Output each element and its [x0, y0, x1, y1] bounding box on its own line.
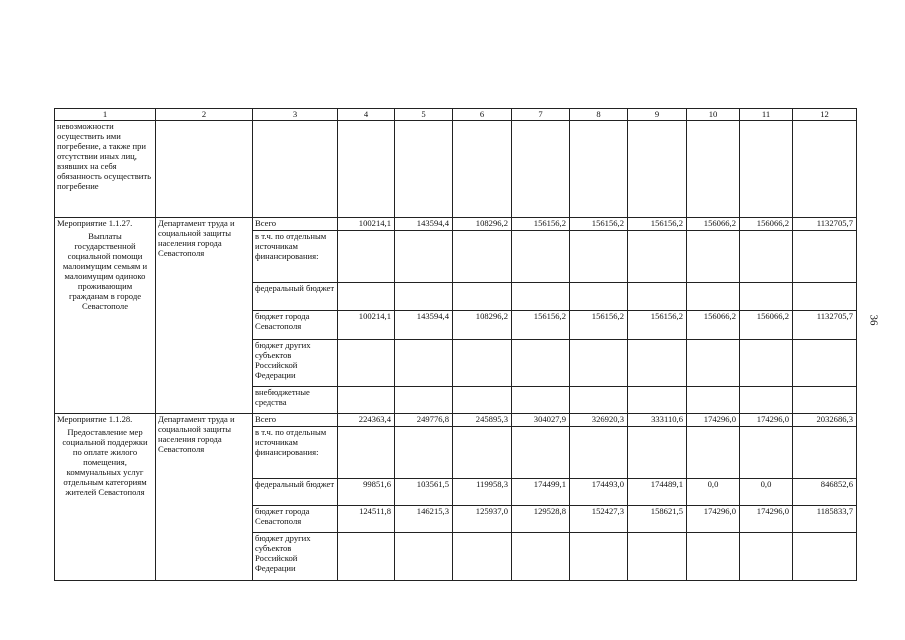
value-cell: [570, 427, 628, 479]
value-cell: 333110,6: [628, 414, 687, 427]
value-cell: 326920,3: [570, 414, 628, 427]
value-cell: [628, 283, 687, 311]
value-cell: [512, 387, 570, 414]
value-cell: 156066,2: [740, 218, 793, 231]
measure-cell: [55, 414, 156, 581]
table-row: [55, 218, 857, 231]
department-cell: Департамент труда и социальной защиты населения города Севастополя: [156, 218, 253, 414]
value-cell: 1132705,7: [793, 218, 857, 231]
value-cell: [687, 231, 740, 283]
value-cell: [628, 533, 687, 581]
value-cell: [687, 340, 740, 387]
value-cell: [740, 231, 793, 283]
table-row: [55, 414, 857, 427]
value-cell: [793, 231, 857, 283]
value-cell: [512, 340, 570, 387]
value-cell: 245895,3: [453, 414, 512, 427]
funding-source-label: федеральный бюджет: [253, 479, 338, 506]
value-cell: 124511,8: [338, 506, 395, 533]
value-cell: 0,0: [687, 479, 740, 506]
value-cell: 174296,0: [687, 414, 740, 427]
budget-table: [54, 108, 857, 581]
page-number: 36: [867, 314, 880, 326]
value-cell: [453, 340, 512, 387]
value-cell: [793, 283, 857, 311]
department-cell: Департамент труда и социальной защиты населения города Севастополя: [156, 414, 253, 581]
value-cell: [453, 427, 512, 479]
column-header: 7: [512, 109, 570, 121]
value-cell: 224363,4: [338, 414, 395, 427]
value-cell: [338, 283, 395, 311]
value-cell: 108296,2: [453, 311, 512, 340]
value-cell: [793, 340, 857, 387]
column-header: 9: [628, 109, 687, 121]
value-cell: 156156,2: [628, 311, 687, 340]
value-cell: 143594,4: [395, 311, 453, 340]
measures-body: [55, 218, 857, 581]
value-cell: [628, 427, 687, 479]
value-cell: 152427,3: [570, 506, 628, 533]
value-cell: [395, 231, 453, 283]
column-header: 1: [55, 109, 156, 121]
value-cell: 1185833,7: [793, 506, 857, 533]
value-cell: 99851,6: [338, 479, 395, 506]
value-cell: [687, 427, 740, 479]
value-cell: [512, 533, 570, 581]
value-cell: [512, 283, 570, 311]
value-cell: [687, 387, 740, 414]
value-cell: [338, 387, 395, 414]
funding-source-label: в т.ч. по отдельным источникам финансирования:: [253, 231, 338, 283]
value-cell: [628, 231, 687, 283]
header-row: [55, 109, 857, 121]
value-cell: 156156,2: [570, 311, 628, 340]
value-cell: [740, 427, 793, 479]
value-cell: 1132705,7: [793, 311, 857, 340]
value-cell: 119958,3: [453, 479, 512, 506]
column-header: 8: [570, 109, 628, 121]
value-cell: 174296,0: [740, 506, 793, 533]
column-header: 6: [453, 109, 512, 121]
measure-description: Предоставление мер социальной поддержки по оплате жилого помещения, коммунальных услуг отдельным категориям жителей Севастополя: [62, 427, 148, 497]
column-header: 10: [687, 109, 740, 121]
value-cell: [687, 533, 740, 581]
funding-source-label: Всего: [253, 414, 338, 427]
value-cell: 156156,2: [628, 218, 687, 231]
value-cell: [453, 283, 512, 311]
value-cell: 129528,8: [512, 506, 570, 533]
funding-source-label: Всего: [253, 218, 338, 231]
value-cell: 156156,2: [512, 311, 570, 340]
value-cell: 249776,8: [395, 414, 453, 427]
value-cell: [793, 387, 857, 414]
column-header: 2: [156, 109, 253, 121]
value-cell: [628, 340, 687, 387]
funding-source-label: внебюджетные средства: [253, 387, 338, 414]
value-cell: 100214,1: [338, 311, 395, 340]
value-cell: [740, 533, 793, 581]
value-cell: [512, 427, 570, 479]
funding-source-label: бюджет города Севастополя: [253, 311, 338, 340]
value-cell: [570, 283, 628, 311]
funding-source-label: федеральный бюджет: [253, 283, 338, 311]
value-cell: [338, 340, 395, 387]
measure-title: Мероприятие 1.1.28.: [57, 414, 133, 424]
value-cell: [395, 387, 453, 414]
value-cell: 304027,9: [512, 414, 570, 427]
value-cell: 156066,2: [740, 311, 793, 340]
value-cell: 174499,1: [512, 479, 570, 506]
value-cell: [793, 533, 857, 581]
funding-source-label: бюджет других субъектов Российской Федерации: [253, 340, 338, 387]
value-cell: [570, 533, 628, 581]
value-cell: 146215,3: [395, 506, 453, 533]
value-cell: 156066,2: [687, 311, 740, 340]
value-cell: [395, 283, 453, 311]
measure-description: Выплаты государственной социальной помощи малоимущим семьям и малоимущим одиноко проживающим гражданам в городе Севастополе: [62, 231, 148, 311]
value-cell: [512, 231, 570, 283]
column-header: 4: [338, 109, 395, 121]
value-cell: [395, 427, 453, 479]
column-header: 3: [253, 109, 338, 121]
column-header: 11: [740, 109, 793, 121]
value-cell: 125937,0: [453, 506, 512, 533]
value-cell: [570, 387, 628, 414]
value-cell: 174296,0: [740, 414, 793, 427]
value-cell: [338, 533, 395, 581]
column-header: 5: [395, 109, 453, 121]
value-cell: [740, 283, 793, 311]
value-cell: 174296,0: [687, 506, 740, 533]
funding-source-label: в т.ч. по отдельным источникам финансирования:: [253, 427, 338, 479]
value-cell: [453, 387, 512, 414]
continued-measure-text: невозможности осуществить ими погребение, а также при отсутствии иных лиц, взявших на себя обязанность осуществить погребение: [55, 121, 156, 218]
value-cell: 108296,2: [453, 218, 512, 231]
value-cell: 174493,0: [570, 479, 628, 506]
value-cell: 0,0: [740, 479, 793, 506]
measure-title: Мероприятие 1.1.27.: [57, 218, 133, 228]
value-cell: 143594,4: [395, 218, 453, 231]
value-cell: [628, 387, 687, 414]
value-cell: 156066,2: [687, 218, 740, 231]
value-cell: 2032686,3: [793, 414, 857, 427]
value-cell: 156156,2: [512, 218, 570, 231]
value-cell: [395, 340, 453, 387]
value-cell: [338, 231, 395, 283]
value-cell: 174489,1: [628, 479, 687, 506]
value-cell: 156156,2: [570, 218, 628, 231]
value-cell: [740, 387, 793, 414]
value-cell: [570, 340, 628, 387]
column-header: 12: [793, 109, 857, 121]
measure-cell: [55, 218, 156, 414]
value-cell: [687, 283, 740, 311]
value-cell: [338, 427, 395, 479]
funding-source-label: бюджет города Севастополя: [253, 506, 338, 533]
value-cell: 103561,5: [395, 479, 453, 506]
value-cell: [793, 427, 857, 479]
value-cell: [453, 533, 512, 581]
value-cell: [453, 231, 512, 283]
value-cell: [740, 340, 793, 387]
value-cell: 846852,6: [793, 479, 857, 506]
value-cell: [395, 533, 453, 581]
value-cell: 100214,1: [338, 218, 395, 231]
value-cell: [570, 231, 628, 283]
continued-row: [55, 121, 857, 218]
value-cell: 158621,5: [628, 506, 687, 533]
funding-source-label: бюджет других субъектов Российской Федерации: [253, 533, 338, 581]
